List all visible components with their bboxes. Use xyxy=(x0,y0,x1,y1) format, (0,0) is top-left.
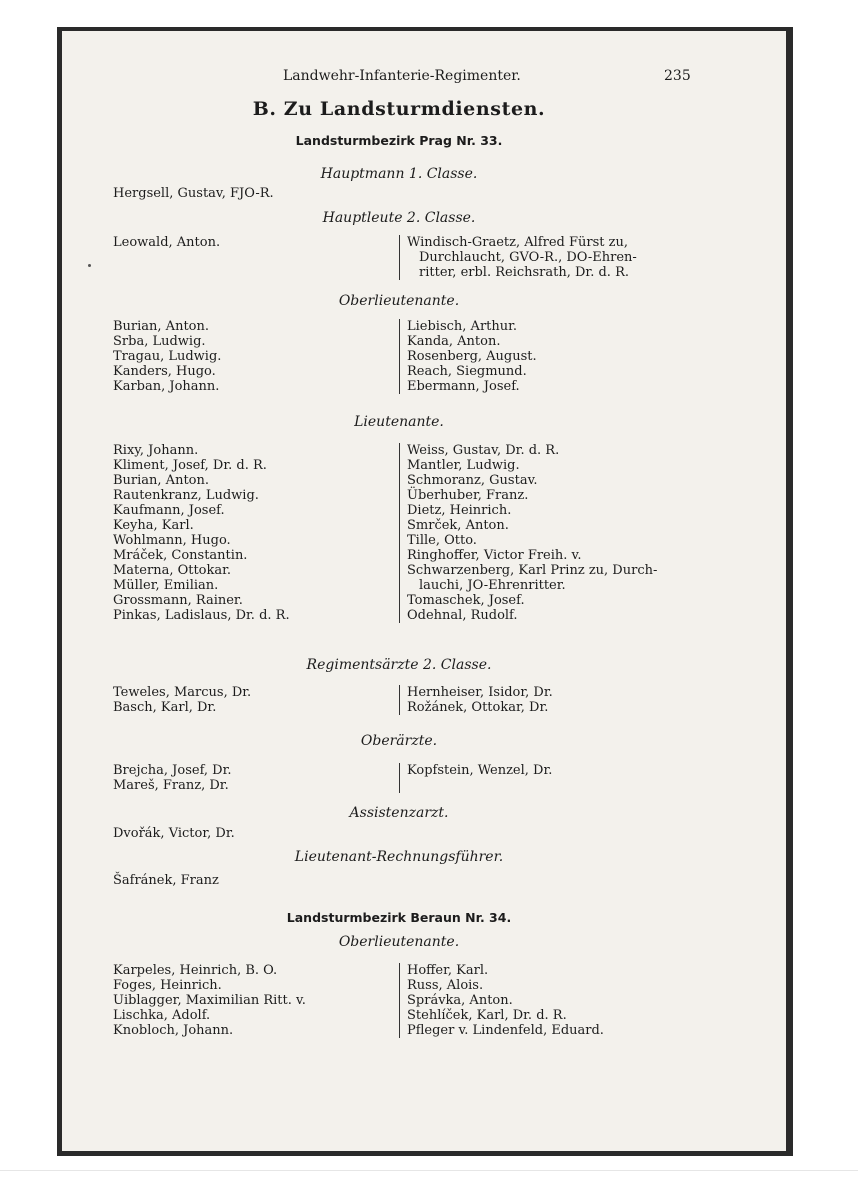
officer-name: Kliment, Josef, Dr. d. R. xyxy=(113,458,267,473)
officer-name: Pfleger v. Lindenfeld, Eduard. xyxy=(407,1023,604,1038)
officer-name: Uiblagger, Maximilian Ritt. v. xyxy=(113,993,306,1008)
officer-name: Ebermann, Josef. xyxy=(407,379,520,394)
oberaerzte-left-column xyxy=(113,763,232,793)
officer-name: Wohlmann, Hugo. xyxy=(113,533,231,548)
rank-heading-hauptleute-2: Hauptleute 2. Classe. xyxy=(322,210,476,226)
officer-name: Weiss, Gustav, Dr. d. R. xyxy=(407,443,560,458)
officer-name: Hergsell, Gustav, FJO-R. xyxy=(113,186,274,201)
officer-name: Materna, Ottokar. xyxy=(113,563,232,578)
officer-name: Windisch-Graetz, Alfred Fürst zu, xyxy=(407,235,628,250)
officer-name: Müller, Emilian. xyxy=(113,578,219,593)
officer-name: Mráček, Constantin. xyxy=(113,548,248,563)
lieutenante-left-column xyxy=(113,443,290,623)
officer-name: Burian, Anton. xyxy=(113,473,210,488)
officer-name: Überhuber, Franz. xyxy=(407,488,529,503)
officer-name: Tomaschek, Josef. xyxy=(407,593,525,608)
hauptleute-2-left-column xyxy=(113,235,220,250)
officer-name: Ringhoffer, Victor Freih. v. xyxy=(407,548,582,563)
officer-name: Stehlíček, Karl, Dr. d. R. xyxy=(407,1008,567,1023)
officer-name: Kaufmann, Josef. xyxy=(113,503,225,518)
officer-name: Kanders, Hugo. xyxy=(113,364,216,379)
rechnungsfuehrer-list xyxy=(113,873,219,888)
beraun-oberlieutenante-left-column xyxy=(113,963,306,1038)
officer-name: Dvořák, Victor, Dr. xyxy=(113,826,235,841)
officer-name: Rožánek, Ottokar, Dr. xyxy=(407,700,549,715)
officer-name: Tille, Otto. xyxy=(407,533,477,548)
page-number: 235 xyxy=(664,68,691,84)
rank-heading-regimentsaerzte-2: Regimentsärzte 2. Classe. xyxy=(306,657,492,673)
hauptleute-2-right-column xyxy=(399,235,637,280)
officer-name: Keyha, Karl. xyxy=(113,518,194,533)
officer-name: Rautenkranz, Ludwig. xyxy=(113,488,259,503)
officer-name: Kanda, Anton. xyxy=(407,334,501,349)
officer-name: Šafránek, Franz xyxy=(113,873,219,888)
rank-heading-oberaerzte: Oberärzte. xyxy=(360,733,438,749)
page-divider xyxy=(0,1170,858,1171)
rank-heading-lieutenante: Lieutenante. xyxy=(354,414,444,430)
district-heading-beraun: Landsturmbezirk Beraun Nr. 34. xyxy=(286,910,512,925)
officer-name-continued: ritter, erbl. Reichsrath, Dr. d. R. xyxy=(419,265,629,280)
rank-heading-hauptmann-1: Hauptmann 1. Classe. xyxy=(320,166,478,182)
officer-name: Smrček, Anton. xyxy=(407,518,509,533)
officer-name: Kopfstein, Wenzel, Dr. xyxy=(407,763,553,778)
officer-name: Foges, Heinrich. xyxy=(113,978,222,993)
officer-name: Knobloch, Johann. xyxy=(113,1023,234,1038)
scan-speck xyxy=(88,264,91,267)
officer-name: Správka, Anton. xyxy=(407,993,513,1008)
officer-name: Schmoranz, Gustav. xyxy=(407,473,538,488)
officer-name: Basch, Karl, Dr. xyxy=(113,700,217,715)
officer-name: Brejcha, Josef, Dr. xyxy=(113,763,232,778)
officer-name: Liebisch, Arthur. xyxy=(407,319,518,334)
rank-heading-rechnungsfuehrer: Lieutenant-Rechnungsführer. xyxy=(294,849,504,865)
oberlieutenante-right-column xyxy=(399,319,537,394)
lieutenante-right-column xyxy=(399,443,657,623)
officer-name: Schwarzenberg, Karl Prinz zu, Durch- xyxy=(407,563,658,578)
oberlieutenante-left-column xyxy=(113,319,221,394)
beraun-oberlieutenante-right-column xyxy=(399,963,604,1038)
page-header xyxy=(0,68,858,88)
officer-name: Reach, Siegmund. xyxy=(407,364,527,379)
regimentsaerzte-2-left-column xyxy=(113,685,251,715)
officer-name: Srba, Ludwig. xyxy=(113,334,206,349)
officer-name: Karpeles, Heinrich, B. O. xyxy=(113,963,278,978)
running-title: Landwehr-Infanterie-Regimenter. xyxy=(283,68,521,84)
hauptmann-1-list xyxy=(113,186,274,201)
officer-name: Mareš, Franz, Dr. xyxy=(113,778,229,793)
main-title: B. Zu Landsturmdiensten. xyxy=(252,98,546,120)
officer-name: Leowald, Anton. xyxy=(113,235,221,250)
officer-name: Odehnal, Rudolf. xyxy=(407,608,518,623)
oberaerzte-right-column xyxy=(399,763,552,793)
officer-name-continued: Durchlaucht, GVO-R., DO-Ehren- xyxy=(419,250,637,265)
rank-heading-assistenzarzt: Assistenzarzt. xyxy=(349,805,449,821)
rank-heading-oberlieutenante: Oberlieutenante. xyxy=(338,293,460,309)
officer-name: Tragau, Ludwig. xyxy=(113,349,222,364)
officer-name: Mantler, Ludwig. xyxy=(407,458,520,473)
officer-name: Hoffer, Karl. xyxy=(407,963,489,978)
officer-name: Burian, Anton. xyxy=(113,319,210,334)
officer-name: Russ, Alois. xyxy=(407,978,484,993)
assistenzarzt-list xyxy=(113,826,235,841)
officer-name: Karban, Johann. xyxy=(113,379,220,394)
district-heading-prag: Landsturmbezirk Prag Nr. 33. xyxy=(295,133,503,148)
officer-name: Grossmann, Rainer. xyxy=(113,593,243,608)
officer-name: Hernheiser, Isidor, Dr. xyxy=(407,685,553,700)
officer-name: Rixy, Johann. xyxy=(113,443,199,458)
officer-name: Rosenberg, August. xyxy=(407,349,537,364)
officer-name: Lischka, Adolf. xyxy=(113,1008,211,1023)
officer-name-continued: lauchi, JO-Ehrenritter. xyxy=(419,578,566,593)
officer-name: Dietz, Heinrich. xyxy=(407,503,512,518)
regimentsaerzte-2-right-column xyxy=(399,685,553,715)
officer-name: Teweles, Marcus, Dr. xyxy=(113,685,252,700)
rank-heading-oberlieutenante-beraun: Oberlieutenante. xyxy=(338,934,460,950)
officer-name: Pinkas, Ladislaus, Dr. d. R. xyxy=(113,608,290,623)
